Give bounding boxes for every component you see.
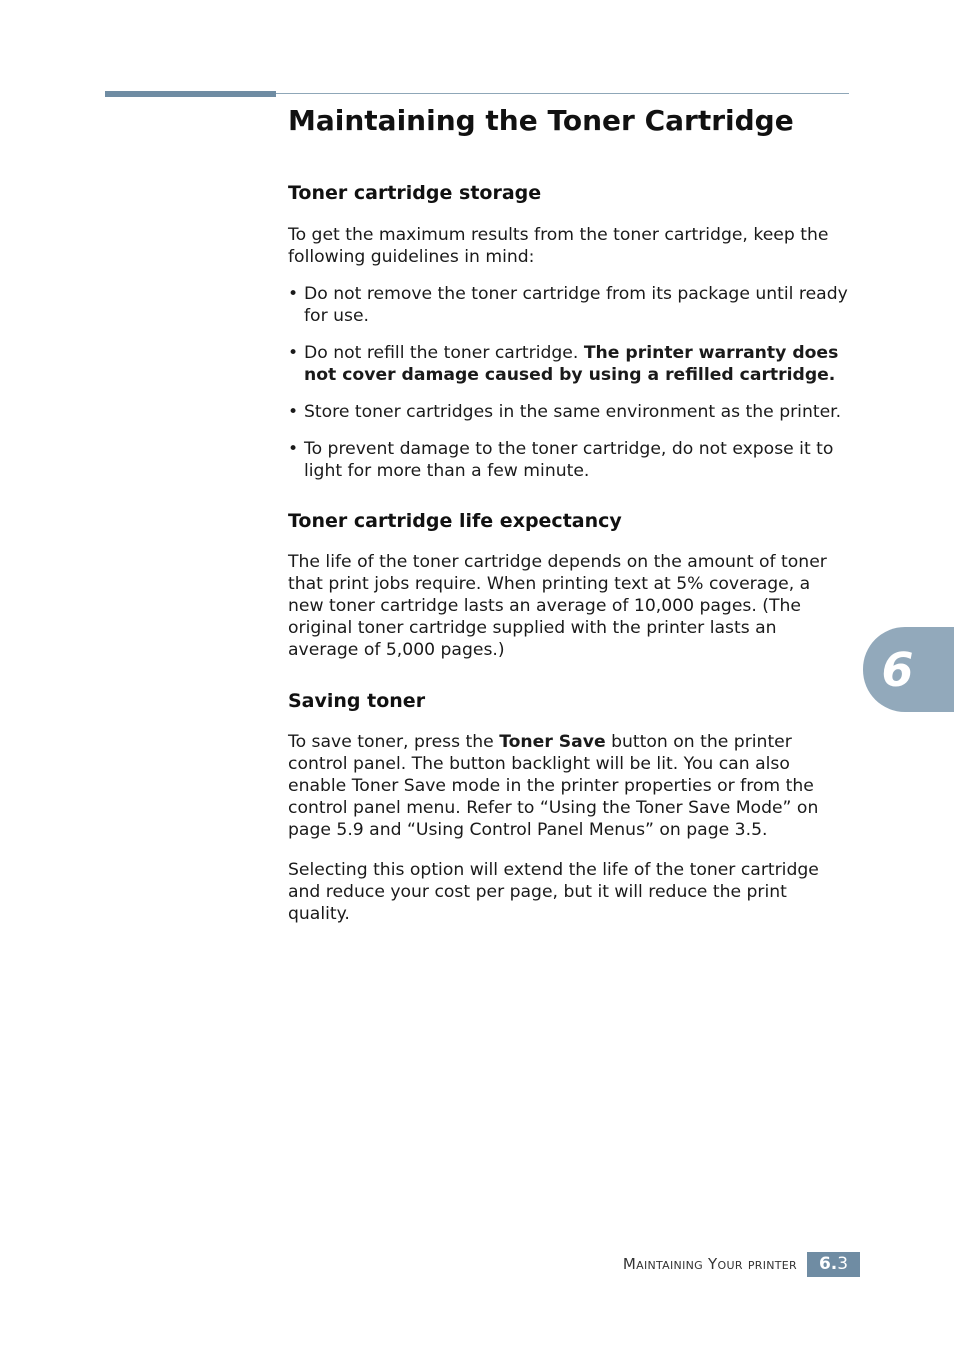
toner-save-button-name: Toner Save [499,732,606,752]
section-heading-storage: Toner cartridge storage [288,182,542,204]
saving-toner-text-post: button on the printer control panel. The button backlight will be lit. You can also enable Toner Save mode in the printer properties or from the control panel menu. Refer to “Using the Toner Save Mode” on page 5.9 and “Using Control Panel Menus” on page 3.5. [288,732,819,840]
list-item-text: Do not refill the toner cartridge. [304,343,584,363]
footer-page-number [807,1252,860,1277]
list-item [288,401,848,423]
page-content [288,101,848,925]
header-rule-thick [105,91,276,97]
chapter-tab [863,627,954,712]
list-item-text: Do not remove the toner cartridge from its package until ready for use. [304,284,848,326]
storage-intro: To get the maximum results from the toner cartridge, keep the following guidelines in mind: [288,225,829,267]
bullet-icon: • [288,284,299,304]
section-heading-life-expectancy: Toner cartridge life expectancy [288,510,622,532]
page-title: Maintaining the Toner Cartridge [288,104,794,137]
header-rule-thin [276,93,849,94]
saving-toner-text-pre: To save toner, press the [288,732,500,752]
saving-toner-paragraph [288,731,848,841]
saving-toner-paragraph-2: Selecting this option will extend the life of the toner cartridge and reduce your cost per page, but it will reduce the print quality. [288,860,819,924]
footer-section-label: Maintaining Your printer [622,1255,797,1273]
life-expectancy-paragraph: The life of the toner cartridge depends on the amount of toner that print jobs require. When printing text at 5% coverage, a new toner cartridge lasts an average of 10,000 pages. (The original toner cartridge supplied with the printer lasts an average of 5,000 pages.) [288,552,827,660]
footer-page-num: 3 [837,1254,849,1274]
list-item [288,342,848,386]
bullet-icon: • [288,439,299,459]
footer-page-chapter: 6. [818,1254,838,1274]
section-heading-saving-toner: Saving toner [288,690,426,712]
bullet-icon: • [288,343,299,363]
chapter-number: 6 [881,642,914,697]
list-item-text: To prevent damage to the toner cartridge, do not expose it to light for more than a few minute. [304,439,834,481]
list-item [288,438,848,482]
list-item-bold-text: The printer warranty does not cover damage caused by using a refilled cartridge. [304,343,839,385]
list-item [288,283,848,327]
list-item-text: Store toner cartridges in the same environment as the printer. [304,402,842,422]
bullet-icon: • [288,402,299,422]
